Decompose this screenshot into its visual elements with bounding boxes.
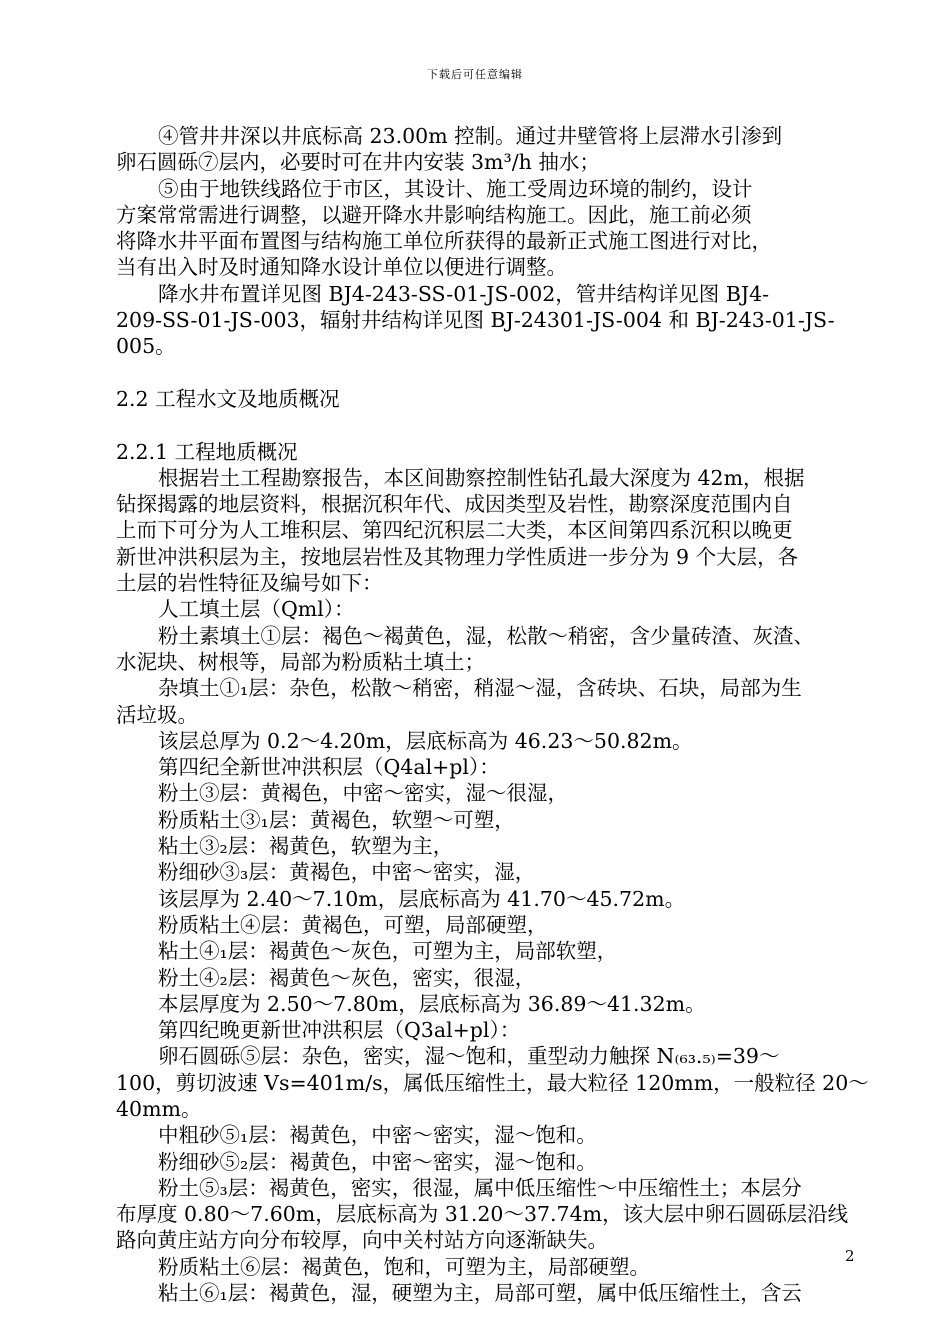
text-line: 100，剪切波速 Vs=401m/s，属低压缩性土，最大粒径 120mm，一般粒径 20～ — [116, 1070, 869, 1095]
text-line: 粘土③₂层：褐黄色，软塑为主， — [158, 834, 454, 859]
page-number: 2 — [845, 1247, 855, 1265]
text-line: 粘土⑥₁层：褐黄色，湿，硬塑为主，局部可塑，属中低压缩性土，含云 — [158, 1281, 802, 1306]
blank-line — [116, 360, 856, 386]
text-line: 粉质粘土③₁层：黄褐色，软塑～可塑， — [158, 807, 515, 832]
text-line: 新世冲洪积层为主，按地层岩性及其物理力学性质进一步分为 9 个大层，各 — [116, 544, 799, 569]
text-line: 粉细砂③₃层：黄褐色，中密～密实，湿， — [158, 860, 536, 885]
page-header: 下载后可任意编辑 — [427, 68, 523, 81]
text-line: 将降水井平面布置图与结构施工单位所获得的最新正式施工图进行对比， — [116, 229, 772, 254]
text-line: 该层厚为 2.40～7.10m，层底标高为 41.70～45.72m。 — [158, 886, 686, 911]
text-line: 209-SS-01-JS-003，辐射井结构详见图 BJ-24301-JS-004 和 BJ-243-01-JS- — [116, 308, 835, 333]
text-line: ④管井井深以井底标高 23.00m 控制。通过井壁管将上层滞水引渗到 — [158, 124, 783, 148]
text-line: 第四纪晚更新世冲洪积层（Q3al+pl）： — [158, 1018, 521, 1043]
text-line: 粉土③层：黄褐色，中密～密实，湿～很湿， — [158, 781, 568, 806]
text-line: 人工填土层（Qml）： — [158, 597, 355, 622]
text-line: 路向黄庄站方向分布较厚，向中关村站方向逐渐缺失。 — [116, 1228, 608, 1253]
text-line: 卵石圆砾⑤层：杂色，密实，湿～饱和，重型动力触探 N₍₆₃.₅₎=39～ — [158, 1044, 780, 1069]
text-line: 粉土④₂层：褐黄色～灰色，密实，很湿， — [158, 965, 536, 990]
text-line: 钻探揭露的地层资料，根据沉积年代、成因类型及岩性，勘察深度范围内自 — [116, 492, 793, 517]
text-line: 粉质粘土⑥层：褐黄色，饱和，可塑为主，局部硬塑。 — [158, 1254, 650, 1279]
text-line: 活垃圾。 — [116, 702, 198, 727]
text-line: 2.2.1 工程地质概况 — [116, 439, 298, 464]
text-line: 粉质粘土④层：黄褐色，可塑，局部硬塑， — [158, 912, 548, 937]
text-line: 布厚度 0.80～7.60m，层底标高为 31.20～37.74m，该大层中卵石圆砾层沿线 — [116, 1202, 849, 1227]
text-line: 40mm。 — [116, 1096, 202, 1121]
text-line: 2.2 工程水文及地质概况 — [116, 386, 340, 411]
text-line: 第四纪全新世冲洪积层（Q4al+pl）： — [158, 755, 500, 780]
text-line: 中粗砂⑤₁层：褐黄色，中密～密实，湿～饱和。 — [158, 1123, 597, 1148]
text-line: 降水井布置详见图 BJ4-243-SS-01-JS-002，管井结构详见图 BJ4- — [158, 281, 770, 306]
text-line: 本层厚度为 2.50～7.80m，层底标高为 36.89～41.32m。 — [158, 991, 706, 1016]
text-line: 粉土素填土①层：褐色～褐黄色，湿，松散～稍密，含少量砖渣、灰渣、 — [158, 623, 814, 648]
text-line: 该层总厚为 0.2～4.20m，层底标高为 46.23～50.82m。 — [158, 728, 693, 753]
text-line: 根据岩土工程勘察报告，本区间勘察控制性钻孔最大深度为 42m，根据 — [158, 465, 805, 490]
blank-line — [116, 412, 856, 438]
text-line: 粉细砂⑤₂层：褐黄色，中密～密实，湿～饱和。 — [158, 1149, 597, 1174]
document-body — [116, 123, 869, 1306]
text-line: ⑤由于地铁线路位于市区，其设计、施工受周边环境的制约，设计 — [158, 176, 753, 201]
text-line: 005。 — [116, 334, 176, 359]
text-line: 土层的岩性特征及编号如下： — [116, 571, 383, 596]
text-line: 卵石圆砾⑦层内，必要时可在井内安装 3m³/h 抽水； — [116, 150, 600, 175]
text-line: 方案常常需进行调整，以避开降水井影响结构施工。因此，施工前必须 — [116, 202, 752, 227]
text-line: 粉土⑤₃层：褐黄色，密实，很湿，属中低压缩性～中压缩性土；本层分 — [158, 1175, 802, 1200]
text-line: 上而下可分为人工堆积层、第四纪沉积层二大类，本区间第四系沉积以晚更 — [116, 518, 793, 543]
text-line: 杂填土①₁层：杂色，松散～稍密，稍湿～湿，含砖块、石块，局部为生 — [158, 676, 802, 701]
text-line: 当有出入时及时通知降水设计单位以便进行调整。 — [116, 255, 567, 280]
text-line: 粘土④₁层：褐黄色～灰色，可塑为主，局部软塑， — [158, 939, 618, 964]
text-line: 水泥块、树根等，局部为粉质粘土填土； — [116, 649, 485, 674]
